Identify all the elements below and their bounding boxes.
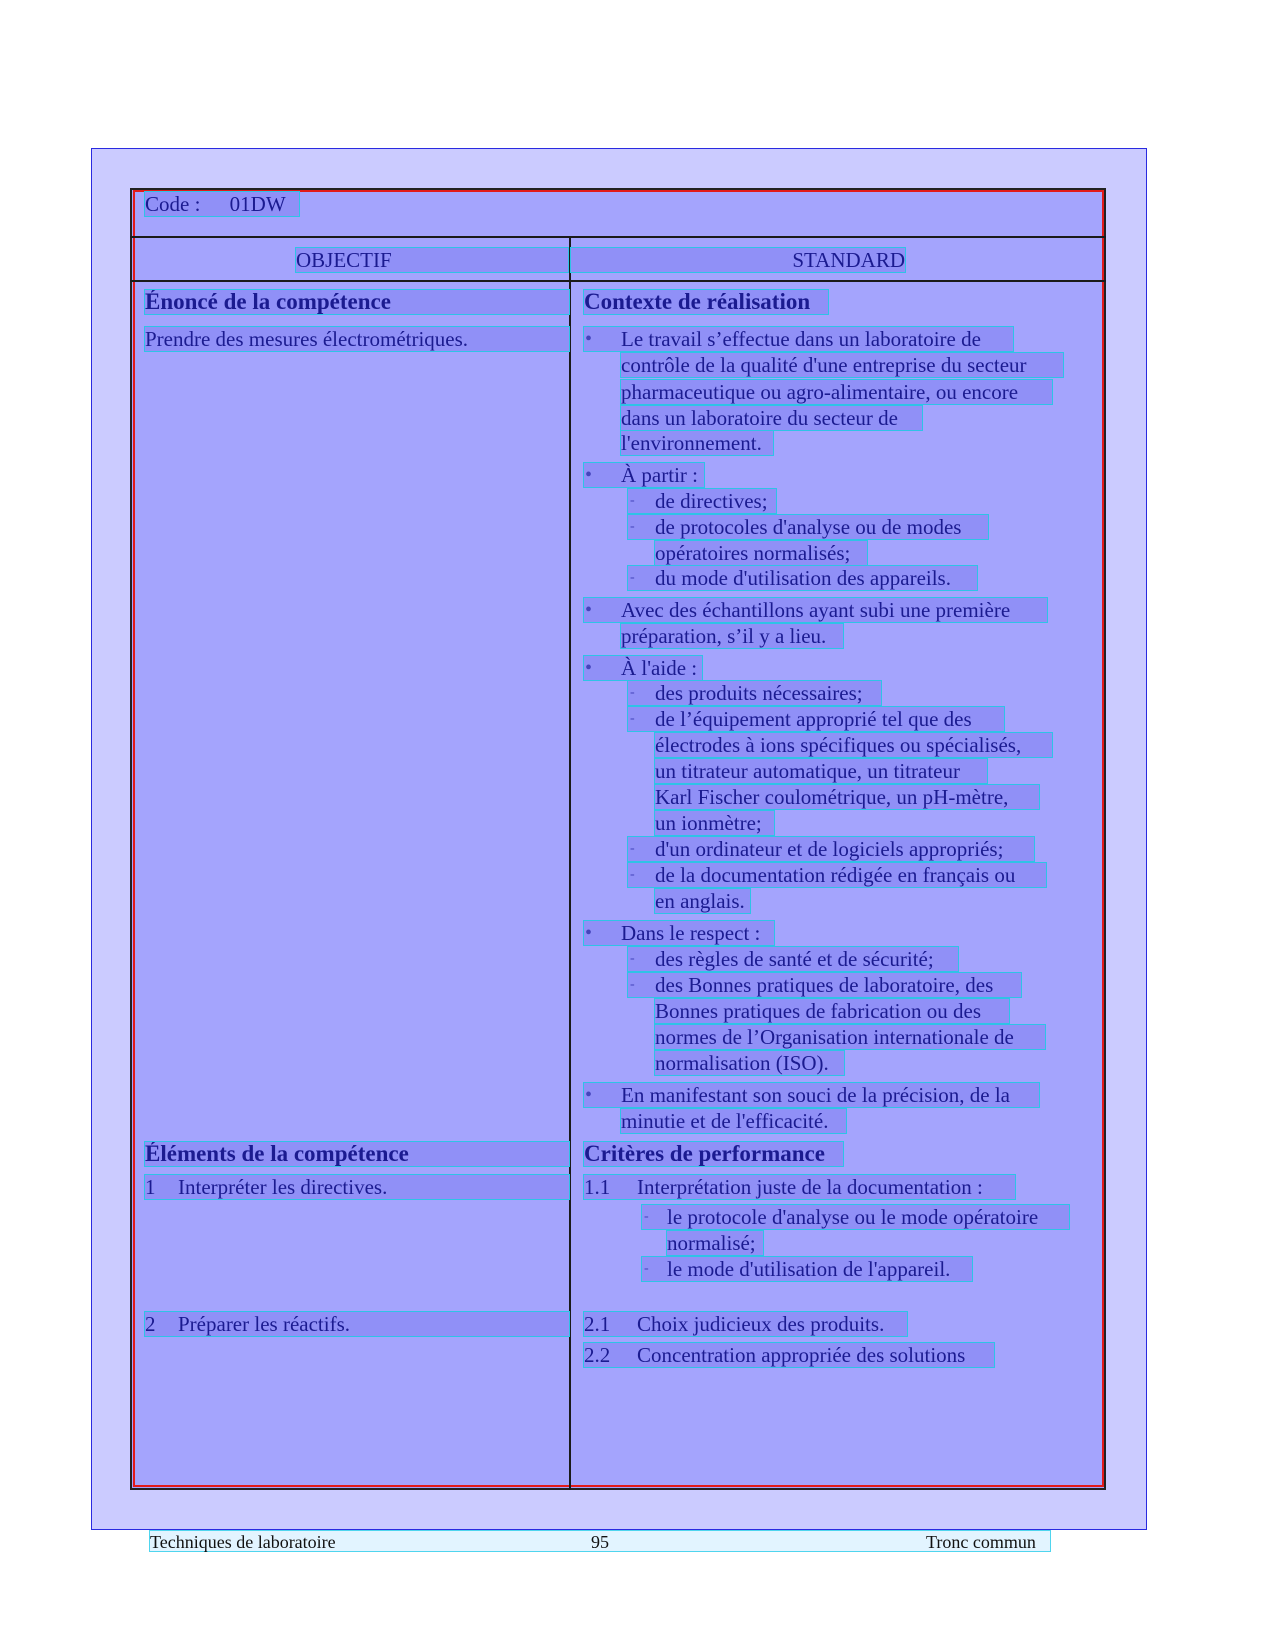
- context-line: À l'aide :: [584, 656, 702, 680]
- context-line: À partir :: [584, 463, 704, 487]
- context-subitem: normalisation (ISO).: [655, 1051, 844, 1075]
- context-line: préparation, s’il y a lieu.: [621, 624, 843, 648]
- context-subitem: un titrateur automatique, un titrateur: [655, 759, 987, 783]
- divider: [130, 280, 1106, 282]
- context-line: Avec des échantillons ayant subi une première: [584, 598, 1047, 622]
- dash: -: [630, 570, 635, 585]
- criterion: 2.2 Concentration appropriée des solutions: [584, 1343, 994, 1367]
- page-number: 95: [591, 1532, 609, 1552]
- criterion-subitem: le mode d'utilisation de l'appareil.: [642, 1257, 972, 1281]
- context-line: dans un laboratoire du secteur de: [621, 406, 922, 430]
- bullet: •: [585, 464, 593, 486]
- criterion-subitem: normalisé;: [667, 1231, 763, 1255]
- dash: -: [630, 977, 635, 992]
- context-line: En manifestant son souci de la précision, de la: [584, 1083, 1039, 1107]
- column-divider: [569, 238, 571, 1490]
- context-subitem: des produits nécessaires;: [628, 681, 881, 705]
- criterion-subitem: le protocole d'analyse ou le mode opératoire: [642, 1205, 1069, 1229]
- context-line: Dans le respect :: [584, 921, 774, 945]
- dash: -: [630, 711, 635, 726]
- bullet: •: [585, 599, 593, 621]
- context-subitem: un ionmètre;: [655, 811, 774, 835]
- dash: -: [644, 1261, 649, 1276]
- elements-heading: Éléments de la compétence: [145, 1142, 569, 1166]
- bullet: •: [585, 328, 593, 350]
- context-subitem: de protocoles d'analyse ou de modes: [628, 515, 988, 539]
- dash: -: [644, 1209, 649, 1224]
- context-line: pharmaceutique ou agro-alimentaire, ou encore: [621, 380, 1052, 404]
- bullet: •: [585, 1084, 593, 1106]
- criterion: 2.1 Choix judicieux des produits.: [584, 1312, 907, 1336]
- context-subitem: Bonnes pratiques de fabrication ou des: [655, 999, 1009, 1023]
- bullet: •: [585, 657, 593, 679]
- context-subitem: Karl Fischer coulométrique, un pH-mètre,: [655, 785, 1039, 809]
- code-label: Code : 01DW: [145, 192, 299, 216]
- context-line: Le travail s’effectue dans un laboratoire de: [584, 327, 1013, 351]
- criteres-heading: Critères de performance: [584, 1142, 843, 1166]
- context-subitem: opératoires normalisés;: [655, 541, 867, 565]
- context-subitem: de la documentation rédigée en français ou: [628, 863, 1046, 887]
- column-objectif: OBJECTIF: [296, 248, 568, 272]
- context-subitem: de directives;: [628, 489, 776, 513]
- context-subitem: des Bonnes pratiques de laboratoire, des: [628, 973, 1021, 997]
- dash: -: [630, 951, 635, 966]
- context-subitem: en anglais.: [655, 889, 750, 913]
- element-item: 2 Préparer les réactifs.: [145, 1312, 569, 1336]
- dash: -: [630, 519, 635, 534]
- context-subitem: normes de l’Organisation internationale de: [655, 1025, 1045, 1049]
- code-value: 01DW: [229, 192, 286, 216]
- context-subitem: d'un ordinateur et de logiciels appropriés;: [628, 837, 1034, 861]
- context-subitem: électrodes à ions spécifiques ou spécialisés,: [655, 733, 1052, 757]
- dash: -: [630, 493, 635, 508]
- footer-section: Tronc commun: [926, 1532, 1036, 1552]
- context-line: minutie et de l'efficacité.: [621, 1109, 846, 1133]
- context-line: contrôle de la qualité d'une entreprise du secteur: [621, 353, 1063, 377]
- enonce-text: Prendre des mesures électrométriques.: [145, 327, 569, 351]
- enonce-heading: Énoncé de la compétence: [145, 290, 569, 314]
- element-item: 1 Interpréter les directives.: [145, 1175, 569, 1199]
- divider: [130, 236, 1106, 238]
- contexte-heading: Contexte de réalisation: [584, 290, 828, 314]
- dash: -: [630, 685, 635, 700]
- dash: -: [630, 841, 635, 856]
- context-subitem: des règles de santé et de sécurité;: [628, 947, 958, 971]
- column-standard: STANDARD: [571, 248, 905, 272]
- bullet: •: [585, 922, 593, 944]
- footer-program: Techniques de laboratoire: [150, 1532, 336, 1552]
- context-subitem: de l’équipement approprié tel que des: [628, 707, 1004, 731]
- criterion: 1.1 Interprétation juste de la documentation :: [584, 1175, 1015, 1199]
- context-line: l'environnement.: [621, 431, 773, 455]
- dash: -: [630, 867, 635, 882]
- context-subitem: du mode d'utilisation des appareils.: [628, 566, 977, 590]
